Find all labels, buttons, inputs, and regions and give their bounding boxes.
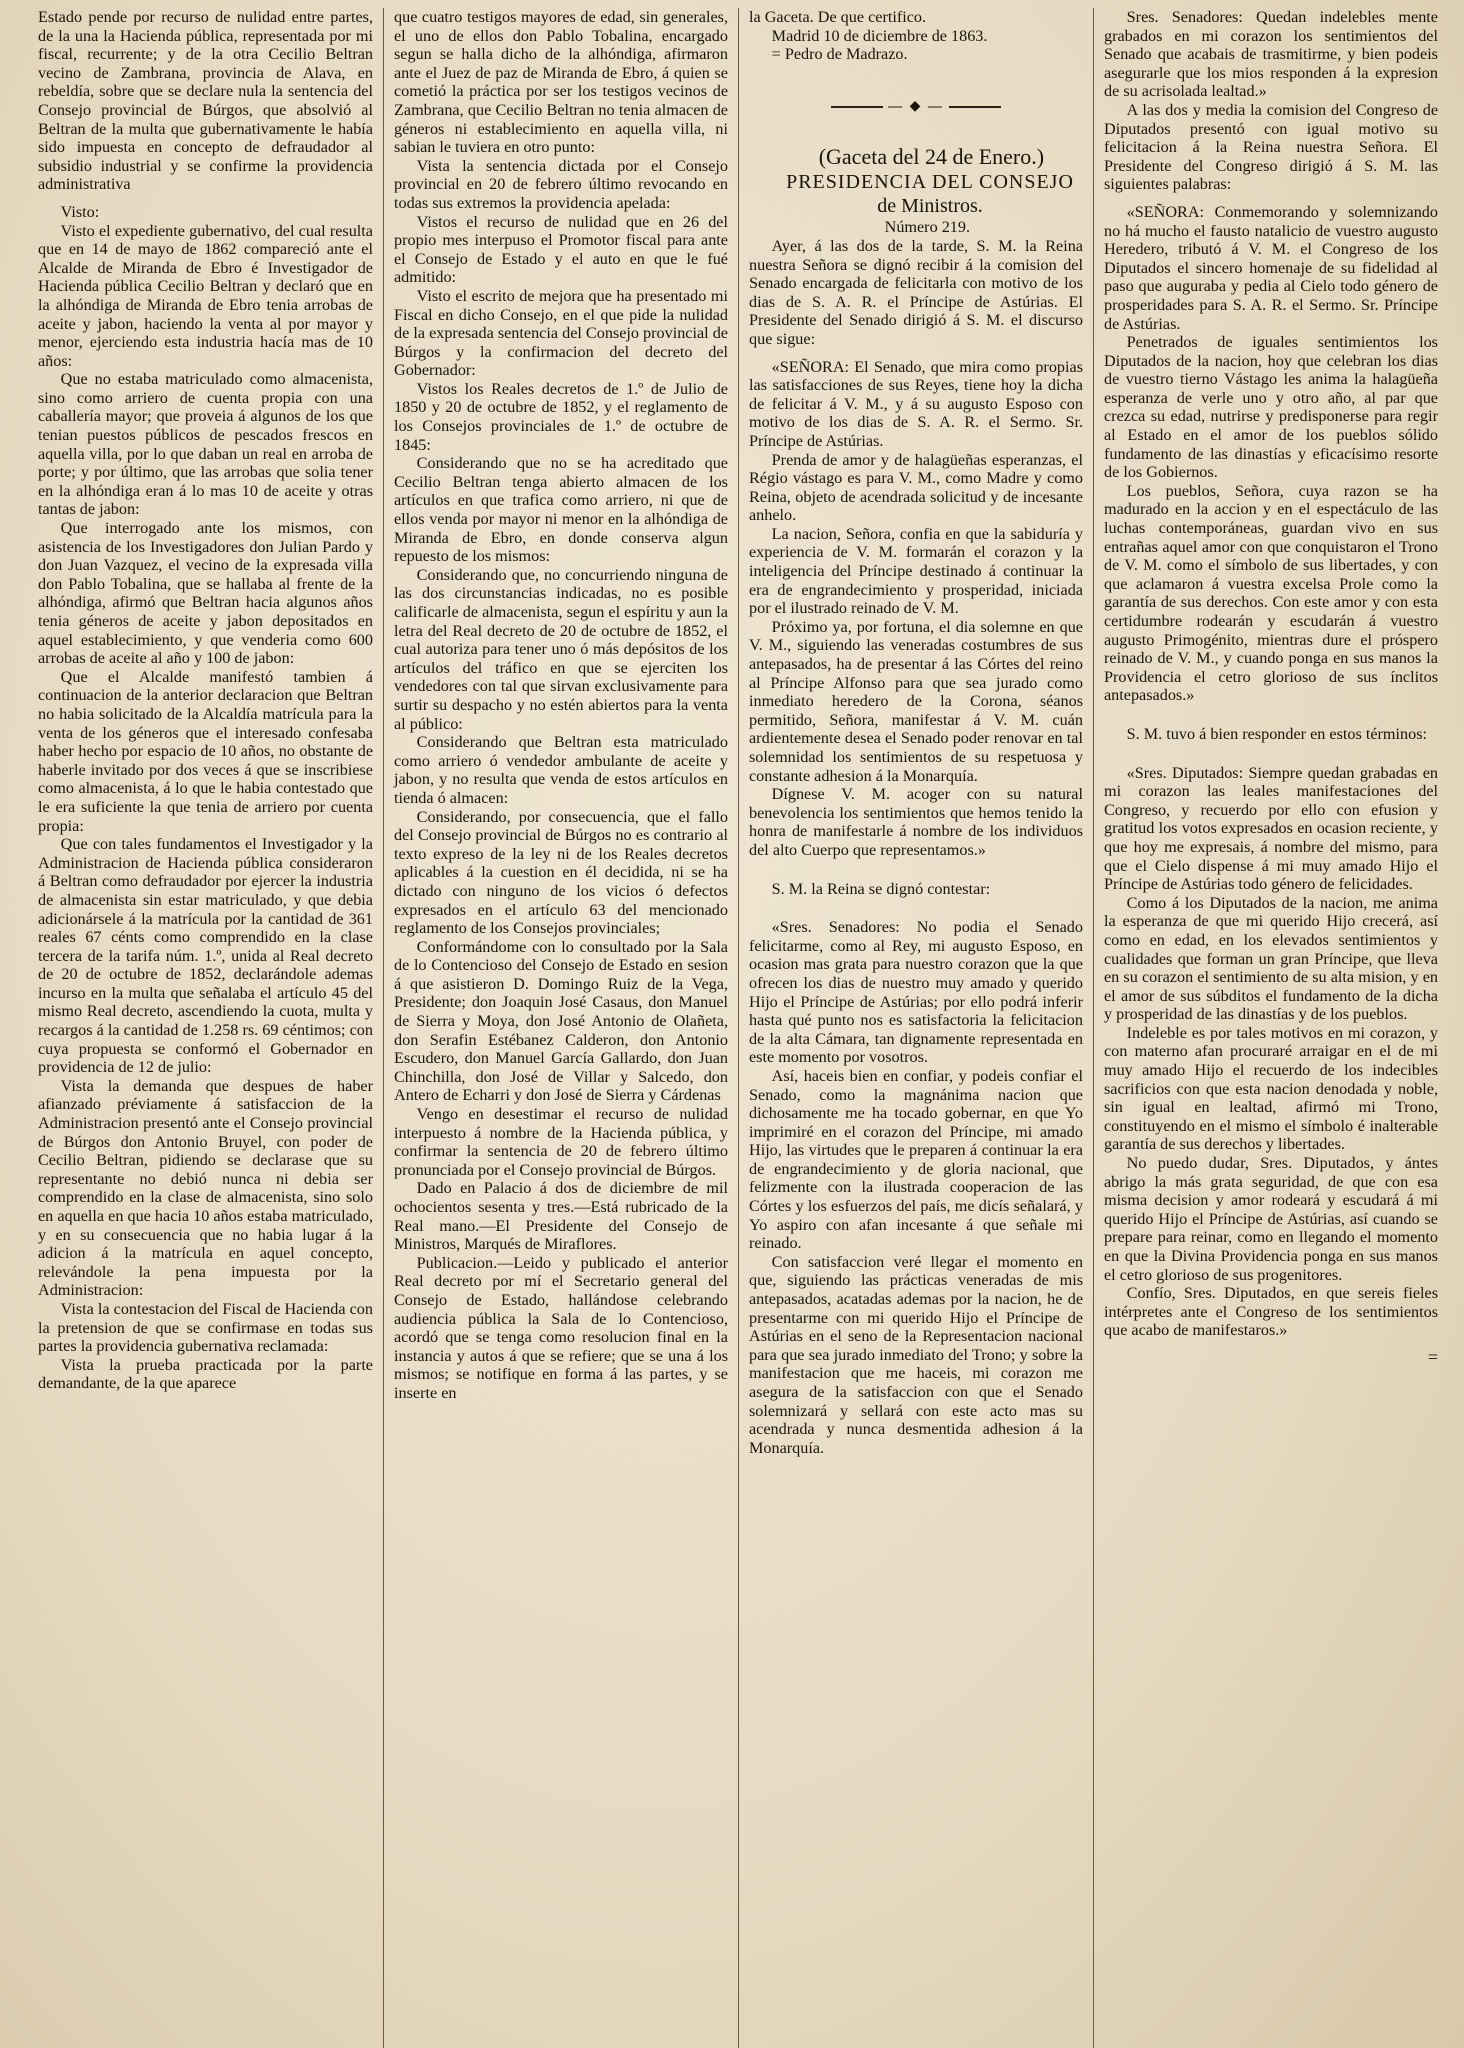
section-subtitle: de Ministros. xyxy=(877,195,983,218)
column-4-paragraph: Confío, Sres. Diputados, en que sereis fieles intérpretes ante el Congreso de los sentimientos que acabo de manifestaros.» xyxy=(1104,1284,1438,1340)
column-2-paragraph: Visto el escrito de mejora que ha presentado mi Fiscal en dicho Consejo, en el que pide la nulidad de la expresada sentencia del Consejo provincial de Búrgos y la confirmacion del decreto del Gobernador: xyxy=(394,286,728,380)
column-3-paragraph: Así, haceis bien en confiar, y podeis confiar el Senado, como la magnánima nacion que dichosamente me ha tocado gobernar, en que Yo imprimiré en el corazon del Príncipe, mi amado Hijo, las virtudes que le preparen á continuar la era de engrandecimiento y de gloria nacional, que felizmente con la ilustrada cooperacion de las Córtes y los esfuerzos del país, me dicís señalará, y Yo aspiro con afan incesante á que señale mi reinado. xyxy=(749,1066,1083,1253)
column-4-paragraph: Como á los Diputados de la nacion, me anima la esperanza de que mi querido Hijo crecerá, así como en edad, en los elevados sentimientos y cualidades que forman un gran Príncipe, que lleva en su corazon el sentimiento de su alta mision, y en el amor de sus súbditos el fundamento de la dicha y prosperidad de las dinastías y de los pueblos. xyxy=(1104,893,1438,1024)
column-1 xyxy=(28,8,383,2048)
column-1-paragraph: Que interrogado ante los mismos, con asistencia de los Investigadores don Julian Pardo y don Juan Vazquez, el vecino de la expresada villa don Pablo Tobalina, que se hallaba al frente de la alhóndiga, afirmó que Beltran hacia algunos años tenia géneros de aceite y jabon depositados en aquel establecimiento, y que venderia como 600 arrobas de aceite al año y 100 de jabon: xyxy=(38,519,373,668)
column-1-paragraph: Vista la demanda que despues de haber afianzado préviamente á satisfaccion de la Administracion presentó ante el Consejo provincial de Búrgos don Antonio Bruyel, con poder de Cecilio Beltran, pidiendo se declarase que su representante no debió nunca ni debia ser comprendido en la clase de almacenista, sino solo en aquella en que hacia 10 años estaba matriculado, y en su consecuencia que no habia lugar á la adicion á la matrícula en aquel concepto, relevándole la pena impuesta por la Administracion: xyxy=(38,1076,373,1300)
column-1-paragraph: Vista la contestacion del Fiscal de Hacienda con la pretension de que se confirmase en todas sus partes la providencia gubernativa reclamada: xyxy=(38,1299,373,1356)
column-2-paragraph: Considerando, por consecuencia, que el fallo del Consejo provincial de Búrgos no es contrario al texto expreso de la ley ni de los Reales decretos aplicables á la cuestion en él decidida, ni se ha dictado con ninguno de los vicios ó defectos expresados en el artículo 63 del mencionado reglamento de los Consejos provinciales; xyxy=(394,807,728,938)
column-2-paragraph: Considerando que, no concurriendo ninguna de las dos circunstancias indicadas, no es posible calificarle de almacenista, segun el espíritu y aun la letra del Real decreto de 20 de octubre de 1852, el cual autoriza para tener uno ó más depósitos de los artículos del tráfico en que se ejerciten los vendedores con tal que sirvan exclusivamente para surtir su despacho y no estén abiertos para la venta al público: xyxy=(394,565,728,733)
text-columns xyxy=(28,8,1450,2048)
column-1-paragraph: Que no estaba matriculado como almacenista, sino como arriero de cuenta propia con una caballería mayor; que proveia á algunos de los que tenian puestos públicos de pescados frescos en aquella villa, por lo que daban un real en arroba de porte; y por último, que las arrobas que solia tener en la alhóndiga eran á lo mas 10 de aceite y otras tantas de jabon: xyxy=(38,370,373,519)
column-4-paragraph: A las dos y media la comision del Congreso de Diputados presentó con igual motivo su felicitacion á la Reina nuestra Señora. El Presidente del Congreso dirigió á S. M. las siguientes palabras: xyxy=(1104,100,1438,194)
column-1-paragraph: Estado pende por recurso de nulidad entre partes, de la una la Hacienda pública, representada por mi fiscal, recurrente; y de la otra Cecilio Beltran vecino de Zambrana, provincia de Alava, en rebeldía, sobre que se declare nula la sentencia del Consejo provincial de Búrgos, que absolvió al Beltran de la multa que gubernativamente le había sido impuesta en concepto de defraudador al subsidio industrial y se confirme la providencia administrativa xyxy=(38,8,373,194)
column-2-paragraph: Considerando que no se ha acreditado que Cecilio Beltran tenga abierto almacen de los artículos en que trafica como arriero, ni que de ellos venda por mayor ni menor en la alhóndiga de Miranda de Ebro, en donde conserva algun repuesto de los mismos: xyxy=(394,454,728,566)
column-2-paragraph: Vista la sentencia dictada por el Consejo provincial en 20 de febrero último revocando en todas sus extremos la providencia apelada: xyxy=(394,156,728,212)
section-title: PRESIDENCIA DEL CONSEJO xyxy=(786,171,1074,194)
column-3-paragraph: «Sres. Senadores: No podia el Senado felicitarme, como al Rey, mi augusto Esposo, en ocasion mas grata para nuestro corazon que la que ofrecen los dias de nuestro muy amado y querido Hijo el Príncipe de Astúrias; por ello podrá inferir hasta qué punto nos es satisfactoria la felicitacion de la alta Cámara, tan dignamente representada en este momento por vosotros. xyxy=(749,918,1083,1067)
gazette-date: (Gaceta del 24 de Enero.) xyxy=(818,144,1045,170)
column-1-paragraph: Vista la prueba practicada por la parte demandante, de la que aparece xyxy=(38,1355,373,1393)
column-4-paragraph: Sres. Senadores: Quedan indelebles mente grabados en mi corazon los sentimientos del Senado que acabais de trasmitirme, y bien podeis asegurarle que los mios responden á la expresion de su acrisolada lealtad.» xyxy=(1104,8,1438,101)
section-divider xyxy=(749,98,1083,117)
column-1-paragraph: Visto: xyxy=(60,202,100,221)
column-3-paragraph: Próximo ya, por fortuna, el dia solemne en que V. M., siguiendo las veneradas costumbres de sus antepasados, ha de presentar á las Córtes del reino al Príncipe Alfonso para que sea jurado como inmediato heredero de la Corona, séanos permitido, Señora, manifestar á V. M. cuán ardientemente desea el Senado poder renovar en tal solemnidad los sentimientos de su respetuosa y constante adhesion á la Monarquía. xyxy=(749,617,1083,785)
column-2-paragraph: Vengo en desestimar el recurso de nulidad interpuesto á nombre de la Hacienda pública, y confirmar la sentencia de 20 de febrero último pronunciada por el Consejo provincial de Búrgos. xyxy=(394,1105,728,1179)
column-4-paragraph: «Sres. Diputados: Siempre quedan grabadas en mi corazon las leales manifestaciones del Congreso, y recuerdo por ello con efusion y gratitud los votos expresados en ocasion reciente, y que hoy me expresais, á nombre del mismo, para que el Cielo dispense á mi muy amado Hijo el Príncipe de Astúrias todo género de felicidades. xyxy=(1104,763,1438,894)
divider-ornament: — ◆ — xyxy=(888,98,944,114)
column-4 xyxy=(1093,8,1448,2048)
column-2-paragraph: Vistos el recurso de nulidad que en 26 del propio mes interpuso el Promotor fiscal para ante el Consejo de Estado y el auto en que le fué admitido: xyxy=(394,212,728,287)
column-1-paragraph: Que el Alcalde manifestó tambien á continuacion de la anterior declaracion que Beltran no habia solicitado de la Alcaldía matrícula para la venta de los géneros que el interesado confesaba haber hecho por espacio de 10 años, no obstante de haberle invitado por dos veces á que se inscribiese como almacenista, á lo que le habia contestado que le era suficiente la que tenia de arriero por cuenta propia: xyxy=(38,667,373,835)
column-3-paragraph: La nacion, Señora, confia en que la sabiduría y experiencia de V. M. formarán el corazon y la inteligencia del Príncipe destinado á continuar la era de engrandecimiento y prosperidad, iniciada por el ilustrado reinado de V. M. xyxy=(749,524,1083,618)
column-2-paragraph: Considerando que Beltran esta matriculado como arriero ó vendedor ambulante de aceite y jabon, y no resulta que venda de estos artículos en tienda ó almacen: xyxy=(394,733,728,807)
column-2-paragraph: que cuatro testigos mayores de edad, sin generales, el uno de ellos don Pablo Tobalina, encargado segun se halla dicho de la alhóndiga, afirmaron ante el Juez de paz de Miranda de Ebro, á quien se cometió la práctica por ser los testigos vecinos de Zambrana, que Cecilio Beltran no tenia almacen de géneros ni establecimiento en aquella villa, ni sabian le tuviera en otro punto: xyxy=(394,8,728,157)
column-3-paragraph: Prenda de amor y de halagüeñas esperanzas, el Régio vástago es para V. M., como Madre y como Reina, objeto de acendrada solicitud y de incesante anhelo. xyxy=(749,450,1083,525)
end-mark: = xyxy=(1427,1346,1438,1367)
column-4-paragraph: Penetrados de iguales sentimientos los Diputados de la nacion, hoy que celebran los dias de vuestro tierno Vástago les anima la halagüeña esperanza de verle uno y otro año, al par que crezca su edad, nutrirse y predisponerse para regir al Estado en el amor de los pueblos sólido fundamento de las dinastías y eficacísimo resorte de los Gobiernos. xyxy=(1104,333,1438,482)
column-4-paragraph: No puedo dudar, Sres. Diputados, y ántes abrigo la más grata seguridad, de que con esa misma decision y amor rodeará y escudará á mi querido Hijo el Príncipe de Astúrias, así cuando se prepare para reinar, como en llegando el momento en que la Divina Providencia ponga en sus manos el cetro glorioso de sus progenitores. xyxy=(1104,1154,1438,1284)
certification-line: la Gaceta. De que certifico. xyxy=(749,8,927,26)
column-2-paragraph: Dado en Palacio á dos de diciembre de mil ochocientos sesenta y tres.—Está rubricado de la Real mano.—El Presidente del Consejo de Ministros, Marqués de Miraflores. xyxy=(394,1179,728,1254)
column-1-paragraph: Visto el expediente gubernativo, del cual resulta que en 14 de mayo de 1862 compareció ante el Alcalde de Miranda de Ebro é Investigador de Hacienda pública Cecilio Beltran y declaró que en la alhóndiga de Miranda de Ebro tenia arrobas de aceite y jabon, haciendo la venta al por mayor y menor, ejerciendo esta industria hacía mas de 10 años: xyxy=(38,221,373,370)
column-2-paragraph: Publicacion.—Leido y publicado el anterior Real decreto por mí el Secretario general del Consejo de Estado, hallándose celebrando audiencia pública la Sala de lo Contencioso, acordó que se tenga como resolucion final en la instancia y autos á que se refiere; que se una á los mismos; se notifique en forma á las partes, y se inserte en xyxy=(394,1253,728,1402)
column-2-paragraph: Conformándome con lo consultado por la Sala de lo Contencioso del Consejo de Estado en sesion á que asistieron D. Domingo Ruiz de la Vega, Presidente; don Joaquin José Casaus, don Manuel de Sierra y Moya, don José Antonio de Olañeta, don Serafin Estébanez Calderon, don Antonio Escudero, don Manuel García Gallardo, don Juan Chinchilla, don José de Villar y Salcedo, don Antero de Echarri y don José de Sierra y Cárdenas xyxy=(394,937,728,1105)
column-3-paragraph: «SEÑORA: El Senado, que mira como propias las satisfacciones de sus Reyes, tiene hoy la dicha de felicitar á V. M., y á su augusto Esposo con motivo de los dias de S. A. R. el Sermo. Sr. Príncipe de Astúrias. xyxy=(749,357,1083,450)
column-3-paragraph: Dígnese V. M. acoger con su natural benevolencia los sentimientos que hemos tenido la honra de manifestarle á nombre de los individuos del alto Cuerpo que representamos.» xyxy=(749,785,1083,859)
column-4-paragraph: Los pueblos, Señora, cuya razon se ha madurado en la accion y en el espectáculo de las luchas contemporáneas, guardan vivo en sus entrañas aquel amor con que conquistaron el Trono de V. M. como el símbolo de sus libertades, y con que aclamaron á vuestra excelsa Prole como la garantía de sus derechos. Con este amor y con esta certidumbre rodearán y escudarán á vuestro augusto Primogénito, mientras dure el próspero reinado de V. M., y cuando ponga en sus manos la Providencia el cetro glorioso de sus ínclitos antepasados.» xyxy=(1104,481,1438,705)
column-3 xyxy=(738,8,1093,2048)
signature-name: = Pedro de Madrazo. xyxy=(771,45,908,64)
column-4-paragraph: S. M. tuvo á bien responder en estos términos: xyxy=(1126,724,1427,743)
column-3-paragraph: Con satisfaccion veré llegar el momento en que, siguiendo las prácticas veneradas de mis antepasados, acatadas ademas por la nacion, he de presentarme con mi querido Hijo el Príncipe de Astúrias en el seno de la Representacion nacional para que sea jurado inmediato del Trono; y sobre la manifestacion que me haceis, mi corazon me asegura de la satisfaccion con que el Senado solemnizará y sellará con este acto mas su acendrada y nunca desmentida adhesion á la Monarquía. xyxy=(749,1252,1083,1457)
column-4-paragraph: «SEÑORA: Conmemorando y solemnizando no há mucho el fausto natalicio de vuestro augusto Heredero, tributó á V. M. el Congreso de los Diputados el sincero homenaje de su fidelidad al paso que auguraba y pedia al Cielo todo género de prosperidades para S. A. R. el Sermo. Sr. Príncipe de Astúrias. xyxy=(1104,202,1438,333)
divider-rule xyxy=(831,106,883,108)
signature-date: Madrid 10 de diciembre de 1863. xyxy=(771,26,988,45)
column-3-paragraph: Ayer, á las dos de la tarde, S. M. la Reina nuestra Señora se dignó recibir á la comision del Senado encargada de felicitarla con motivo de los dias de S. A. R. el Príncipe de Astúrias. El Presidente del Senado dirigió á S. M. el discurso que sigue: xyxy=(749,236,1083,348)
decree-number: Número 219. xyxy=(884,218,971,237)
column-4-paragraph: Indeleble es por tales motivos en mi corazon, y con materno afan procuraré arraigar en el de mi muy amado Hijo el recuerdo de los indecibles sacrificios con que esta nacion denodada y noble, sin igual en lealtad, afirmó mi Trono, constituyendo en el mismo el símbolo é inalterable garantía de sus derechos y libertades. xyxy=(1104,1023,1438,1154)
column-2-paragraph: Vistos los Reales decretos de 1.º de Julio de 1850 y 20 de octubre de 1852, y el reglamento de los Consejos provinciales de 1.º de octubre de 1845: xyxy=(394,379,728,454)
divider-rule xyxy=(949,106,1001,108)
column-1-paragraph: Que con tales fundamentos el Investigador y la Administracion de Hacienda pública consideraron á Beltran como defraudador por ejercer la industria de almacenista sin estar matriculado, y que debia adicionársele á la matrícula por la cantidad de 361 reales 67 cénts como comprendido en la clase tercera de la tarifa núm. 1.º, unida al Real decreto de 20 de octubre de 1852, declarándole ademas incurso en la multa que señalaba el artículo 45 del mismo Real decreto, ascendiendo la cuota, multa y recargos á la cantidad de 1.258 rs. 69 céntimos; con cuya propuesta se conformó el Gobernador en providencia de 12 de julio: xyxy=(38,835,373,1077)
column-3-paragraph: S. M. la Reina se dignó contestar: xyxy=(771,879,991,898)
column-2 xyxy=(383,8,738,2048)
